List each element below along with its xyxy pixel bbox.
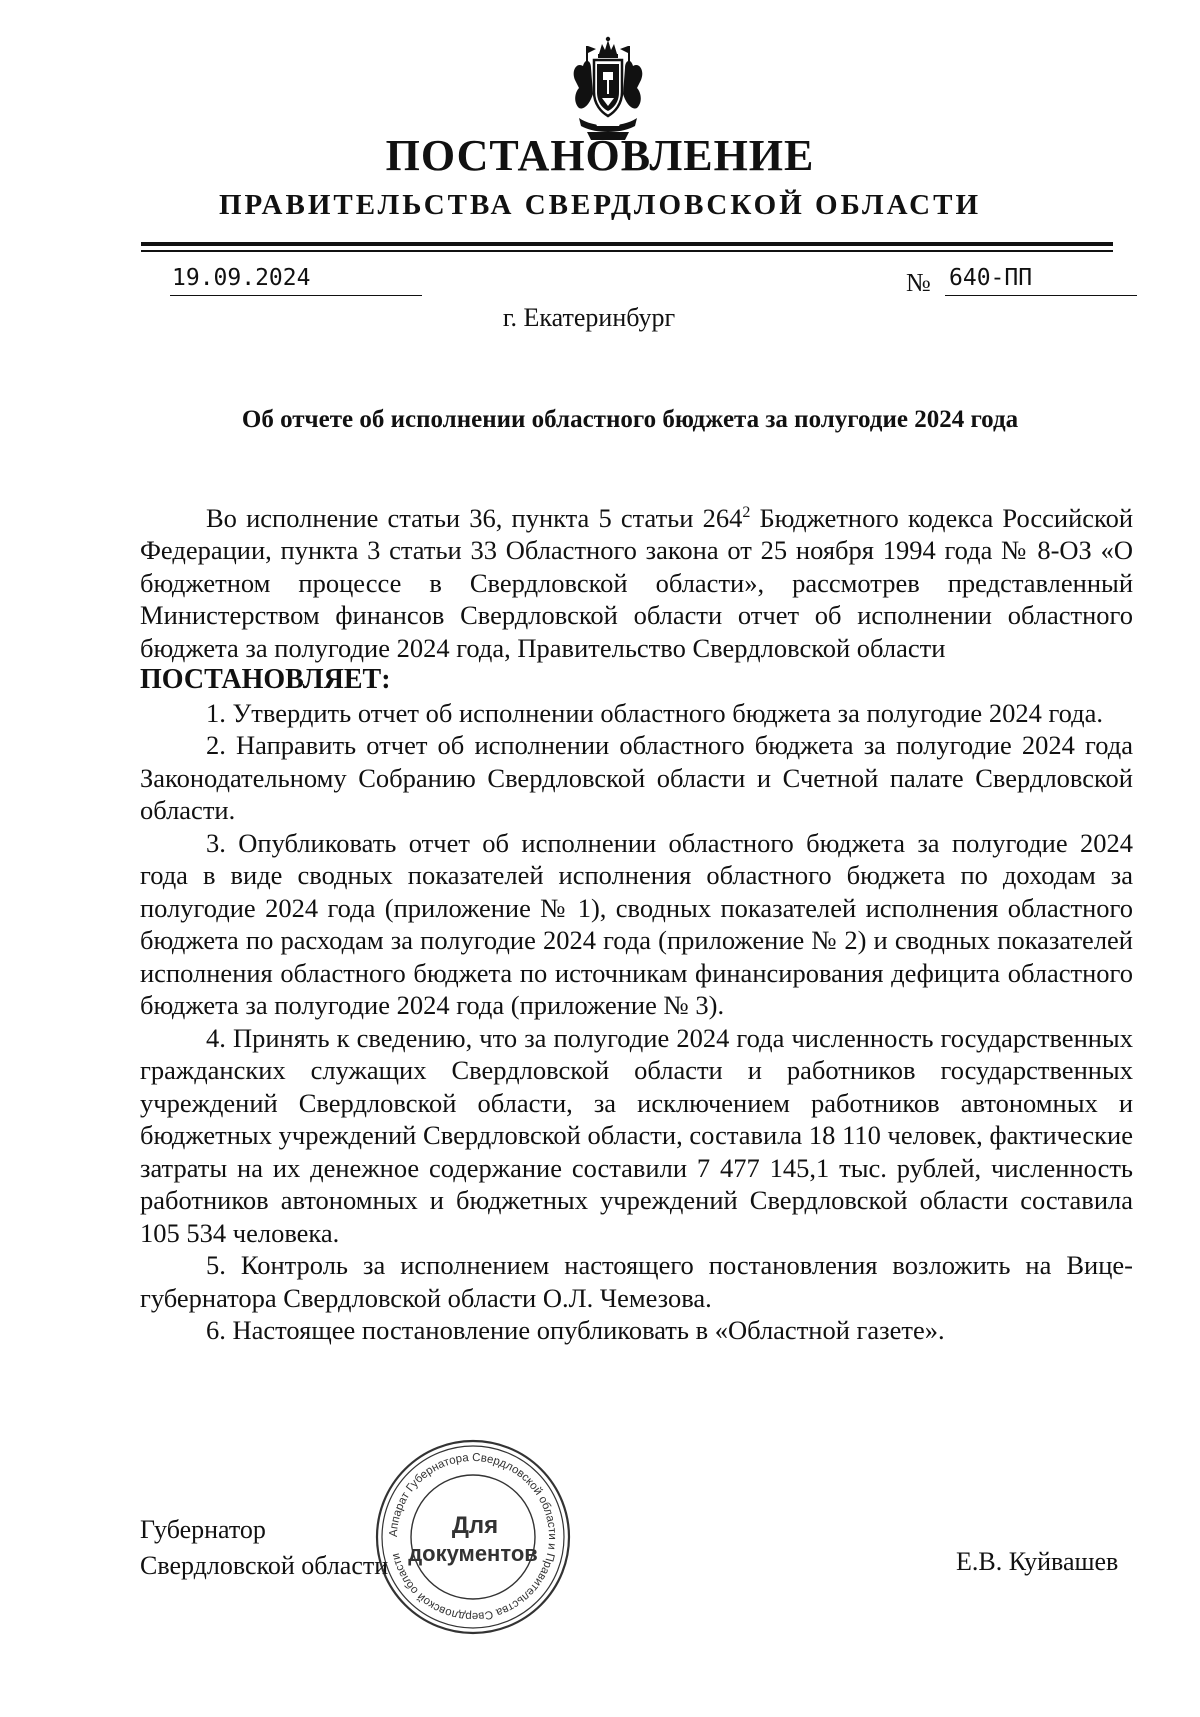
signatory-position-line2: Свердловской области — [140, 1551, 389, 1580]
stamp-center-line2: документов — [408, 1541, 538, 1566]
signatory-position — [140, 1512, 388, 1584]
article-superscript: 2 — [742, 504, 751, 521]
preamble-text-end: Бюджетного кодекса Российской Федерации, пункта 3 статьи 33 Областного закона от 25 ноября 1994 года № 8-ОЗ «О бюджетном процессе в Свердловской области», рассмотрев представленный Министерством финансов Свердловской области отчет об исполнении областного бюджета за полугодие 2024 года, Правительство Свердловской области — [140, 502, 1134, 663]
document-title: Об отчете об исполнении областного бюджета за полугодие 2024 года — [241, 406, 1019, 433]
issuer-heading: ПРАВИТЕЛЬСТВА СВЕРДЛОВСКОЙ ОБЛАСТИ — [218, 189, 982, 221]
coat-of-arms-icon — [569, 36, 647, 142]
stamp-center-line1: Для — [451, 1512, 499, 1539]
resolution-item-6: 6. Настоящее постановление опубликовать в «Областной газете». — [206, 1315, 945, 1346]
document-date: 19.09.2024 — [170, 263, 422, 296]
preamble-paragraph — [140, 497, 1133, 664]
official-stamp — [373, 1437, 573, 1637]
resolves-heading: ПОСТАНОВЛЯЕТ: — [140, 664, 391, 696]
resolution-item-3: 3. Опубликовать отчет об исполнении областного бюджета за полугодие 2024 года в виде сводных показателей исполнения областного бюджета по доходам за полугодие 2024 года (приложение № 1), сводных показателей исполнения областного бюджета по расходам за полугодие 2024 года (приложение № 2) и сводных показателей исполнения областного бюджета по источникам финансирования дефицита областного бюджета за полугодие 2024 года (приложение № 3). — [140, 827, 1133, 1021]
signatory-name: Е.В. Куйвашев — [956, 1547, 1119, 1576]
resolution-item-5: 5. Контроль за исполнением настоящего постановления возложить на Вице-губернатора Свердловской области О.Л. Чемезова. — [140, 1250, 1133, 1313]
document-body — [140, 497, 1133, 1347]
document-number: 640-ПП — [945, 263, 1137, 296]
signatory-position-line1: Губернатор — [140, 1515, 266, 1544]
document-kind-heading: ПОСТАНОВЛЕНИЕ — [385, 131, 815, 180]
stamp-ring-text: Аппарат Губернатора Свердловской области и Правительства Свердловской области — [387, 1451, 559, 1623]
document-city: г. Екатеринбург — [502, 303, 676, 332]
resolution-item-4: 4. Принять к сведению, что за полугодие 2024 года численность государственных гражданских служащих Свердловской области и работников государственных учреждений Свердловской области, за исключением работников автономных и бюджетных учреждений Свердловской области, составила 18 110 человек, фактические затраты на их денежное содержание составили 7 477 145,1 тыс. рублей, численность работников автономных и бюджетных учреждений Свердловской области составила 105 534 человека. — [140, 1022, 1133, 1248]
resolution-item-2: 2. Направить отчет об исполнении областного бюджета за полугодие 2024 года Законодательному Собранию Свердловской области и Счетной палате Свердловской области. — [140, 730, 1133, 826]
header-rule-thick — [141, 242, 1113, 246]
resolution-item-1: 1. Утвердить отчет об исполнении областного бюджета за полугодие 2024 года. — [206, 697, 1104, 728]
preamble-text-start: Во исполнение статьи 36, пункта 5 статьи 264 — [206, 502, 743, 533]
header-rule-thin — [141, 250, 1113, 252]
document-number-label: № — [906, 268, 931, 297]
